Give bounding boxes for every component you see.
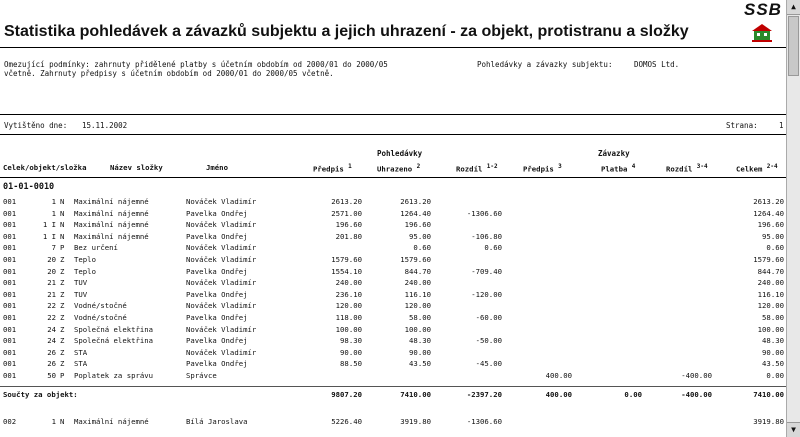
subject-label: Pohledávky a závazky subjektu:	[477, 60, 613, 69]
cell-nazev: TUV	[74, 289, 88, 299]
cell-nazev: Vodné/stočné	[74, 301, 127, 311]
limits-line-2: včetně. Zahrnuty předpisy s účetním obdobím od 2000/01 do 2000/05 včetně.	[4, 69, 334, 78]
cell-celek: 001	[3, 313, 17, 322]
table-row	[0, 255, 787, 266]
cell-celek: 001	[3, 255, 17, 264]
header-predpis3: Předpis $^3$	[523, 163, 562, 174]
cell-uhrazeno: 844.70	[404, 266, 431, 276]
cell-rozdil12: 0.60	[484, 243, 502, 253]
cell-predpis3: 400.00	[545, 371, 572, 380]
cell-jmeno: Nováček Vladimír	[186, 278, 257, 288]
cell-jmeno: Pavelka Ondřej	[186, 313, 248, 322]
cell-celek: 001	[3, 359, 17, 369]
cell-nazev: Teplo	[74, 266, 96, 276]
cell-predpis1: 201.80	[335, 231, 362, 241]
table-row	[0, 313, 787, 324]
cell-nazev: STA	[74, 347, 88, 357]
ssb-logo: SSB	[744, 0, 782, 19]
cell-nazev: Vodné/stočné	[74, 313, 127, 322]
header-rozdil12: Rozdíl $^{1-2}$	[456, 163, 498, 174]
cell-celek: 001	[3, 220, 17, 230]
cell-celkem: 240.00	[757, 278, 784, 288]
header-predpis1: Předpis $^1$	[313, 163, 352, 174]
cell-type: N	[60, 231, 65, 241]
total-rozdil12: -2397.20	[466, 390, 502, 399]
page-label: Strana:	[726, 121, 758, 130]
scroll-down-arrow-icon[interactable]: ▼	[787, 422, 800, 437]
cell-objekt: 26	[47, 347, 56, 357]
cell-rozdil12: -50.00	[475, 336, 502, 346]
cell-jmeno: Pavelka Ondřej	[186, 336, 248, 346]
cell-type: Z	[60, 313, 65, 322]
cell-celkem: 1264.40	[753, 208, 784, 218]
cell-celkem: 48.30	[762, 336, 784, 346]
cell-jmeno: Pavelka Ondřej	[186, 266, 248, 276]
cell-celkem: 844.70	[757, 266, 784, 276]
cell-uhrazeno: 43.50	[409, 359, 431, 369]
table-row	[0, 232, 787, 243]
header-uhrazeno: Uhrazeno $^2$	[377, 163, 421, 174]
cell-objekt: 1 I	[42, 231, 56, 241]
limits-line-1: Omezující podmínky: zahrnuty přidělené platby s účetním obdobím od 2000/01 do 2000/05	[4, 60, 388, 69]
cell-rozdil12: -120.00	[471, 289, 502, 299]
cell-celek: 001	[3, 347, 17, 357]
table-row	[0, 325, 787, 336]
cell-jmeno: Pavelka Ondřej	[186, 208, 248, 218]
table-row	[0, 290, 787, 301]
cell-type: Z	[60, 336, 65, 346]
cell-objekt: 24	[47, 324, 56, 334]
cell-objekt: 21	[47, 289, 56, 299]
table-row	[0, 359, 787, 370]
cell-uhrazeno: 3919.80	[400, 417, 431, 426]
cell-uhrazeno: 95.00	[409, 231, 431, 241]
cell-predpis1: 2613.20	[331, 197, 362, 206]
cell-type: Z	[60, 289, 65, 299]
cell-objekt: 1	[51, 417, 56, 426]
cell-objekt: 7	[51, 243, 56, 253]
cell-objekt: 1 I	[42, 220, 56, 230]
cell-type: Z	[60, 255, 65, 264]
total-rozdil34: -400.00	[681, 390, 712, 399]
table-row	[0, 371, 787, 382]
cell-uhrazeno: 0.60	[413, 243, 431, 253]
cell-type: P	[60, 371, 65, 380]
table-row	[0, 278, 787, 289]
cell-predpis1: 236.10	[335, 289, 362, 299]
cell-jmeno: Nováček Vladimír	[186, 324, 257, 334]
cell-type: Z	[60, 324, 65, 334]
cell-predpis1: 1579.60	[331, 255, 362, 264]
cell-celek: 001	[3, 278, 17, 288]
cell-celkem: 43.50	[762, 359, 784, 369]
report-title: Statistika pohledávek a závazků subjektu a jejich uhrazení - za objekt, protistranu a složky	[4, 23, 689, 40]
totals-row	[0, 390, 787, 401]
cell-jmeno: Pavelka Ondřej	[186, 359, 248, 369]
cell-nazev: TUV	[74, 278, 88, 288]
cell-celek: 001	[3, 301, 17, 311]
cell-predpis1: 240.00	[335, 278, 362, 288]
cell-objekt: 50	[47, 371, 56, 380]
group-pohledavky: Pohledávky	[377, 149, 423, 158]
cell-type: N	[60, 220, 65, 230]
cell-jmeno: Nováček Vladimír	[186, 255, 257, 264]
cell-nazev: STA	[74, 359, 88, 369]
cell-celkem: 3919.80	[753, 417, 784, 426]
cell-predpis1: 120.00	[335, 301, 362, 311]
cell-celek: 001	[3, 243, 17, 253]
total-platba: 0.00	[624, 390, 642, 399]
cell-rozdil12: -45.00	[475, 359, 502, 369]
cell-celek: 001	[3, 197, 17, 206]
cell-predpis1: 1554.10	[331, 266, 362, 276]
cell-celkem: 100.00	[757, 324, 784, 334]
cell-uhrazeno: 58.00	[409, 313, 431, 322]
cell-uhrazeno: 196.60	[404, 220, 431, 230]
cell-type: Z	[60, 278, 65, 288]
cell-objekt: 20	[47, 255, 56, 264]
cell-jmeno: Správce	[186, 371, 217, 380]
cell-uhrazeno: 1264.40	[400, 208, 431, 218]
divider	[0, 177, 787, 178]
header-person: Jméno	[206, 163, 228, 172]
scroll-up-arrow-icon[interactable]: ▲	[787, 0, 800, 15]
cell-nazev: Společná elektřina	[74, 336, 154, 346]
cell-celek: 001	[3, 324, 17, 334]
cell-type: N	[60, 197, 65, 206]
table-row	[0, 220, 787, 231]
divider	[0, 386, 787, 387]
cell-predpis1: 196.60	[335, 220, 362, 230]
total-uhrazeno: 7410.00	[400, 390, 431, 399]
cell-uhrazeno: 100.00	[404, 324, 431, 334]
header-id: Celek/objekt/složka	[3, 163, 87, 172]
cell-jmeno: Bílá Jaroslava	[186, 417, 248, 426]
cell-type: P	[60, 243, 65, 253]
cell-rozdil12: -709.40	[471, 266, 502, 276]
cell-celkem: 196.60	[757, 220, 784, 230]
cell-objekt: 22	[47, 313, 56, 322]
cell-celek: 001	[3, 289, 17, 299]
object-code: 01-01-0010	[3, 182, 55, 192]
header-name: Název složky	[110, 163, 163, 172]
cell-celkem: 0.60	[766, 243, 784, 253]
cell-predpis1: 100.00	[335, 324, 362, 334]
scroll-thumb[interactable]	[788, 16, 799, 76]
cell-predpis1: 5226.40	[331, 417, 362, 426]
cell-objekt: 21	[47, 278, 56, 288]
cell-type: N	[60, 417, 65, 426]
header-platba: Platba $^4$	[601, 163, 636, 174]
cell-objekt: 1	[51, 208, 56, 218]
cell-nazev: Teplo	[74, 255, 96, 264]
cell-type: Z	[60, 347, 65, 357]
cell-objekt: 24	[47, 336, 56, 346]
cell-nazev: Maximální nájemné	[74, 220, 149, 230]
total-predpis3: 400.00	[545, 390, 572, 399]
table-row	[0, 417, 787, 428]
table-row	[0, 267, 787, 278]
totals-label: Součty za objekt:	[3, 390, 78, 399]
cell-nazev: Společná elektřina	[74, 324, 154, 334]
cell-celkem: 120.00	[757, 301, 784, 311]
cell-nazev: Maximální nájemné	[74, 208, 149, 218]
cell-uhrazeno: 240.00	[404, 278, 431, 288]
cell-celek: 001	[3, 266, 17, 276]
cell-predpis1: 118.00	[335, 313, 362, 322]
cell-nazev: Poplatek za správu	[74, 371, 154, 380]
cell-jmeno: Nováček Vladimír	[186, 301, 257, 311]
cell-rozdil12: -1306.60	[466, 417, 502, 426]
cell-celek: 001	[3, 371, 17, 380]
cell-celkem: 2613.20	[753, 197, 784, 206]
group-zavazky: Závazky	[598, 149, 630, 158]
column-headers	[0, 163, 787, 174]
cell-celkem: 58.00	[762, 313, 784, 322]
cell-jmeno: Nováček Vladimír	[186, 197, 257, 206]
cell-celek: 001	[3, 231, 17, 241]
cell-type: Z	[60, 266, 65, 276]
cell-celek: 001	[3, 336, 17, 346]
cell-celkem: 116.10	[757, 289, 784, 299]
cell-nazev: Maximální nájemné	[74, 197, 149, 206]
table-row	[0, 348, 787, 359]
table-row	[0, 243, 787, 254]
cell-jmeno: Nováček Vladimír	[186, 243, 257, 253]
cell-objekt: 20	[47, 266, 56, 276]
cell-celkem: 0.00	[766, 371, 784, 380]
page-number: 1	[779, 121, 784, 130]
cell-rozdil12: -106.80	[471, 231, 502, 241]
cell-celek: 002	[3, 417, 17, 426]
cell-rozdil12: -60.00	[475, 313, 502, 322]
cell-rozdil34: -400.00	[681, 371, 712, 380]
cell-predpis1: 98.30	[340, 336, 362, 346]
divider	[0, 47, 787, 48]
total-predpis1: 9807.20	[331, 390, 362, 399]
table-row	[0, 209, 787, 220]
cell-celkem: 1579.60	[753, 255, 784, 264]
cell-predpis1: 90.00	[340, 347, 362, 357]
cell-type: Z	[60, 301, 65, 311]
cell-nazev: Bez určení	[74, 243, 118, 253]
cell-jmeno: Pavelka Ondřej	[186, 231, 248, 241]
cell-objekt: 22	[47, 301, 56, 311]
cell-objekt: 26	[47, 359, 56, 369]
cell-uhrazeno: 1579.60	[400, 255, 431, 264]
total-celkem: 7410.00	[753, 390, 784, 399]
header-celkem: Celkem $^{2-4}$	[736, 163, 778, 174]
printed-date: 15.11.2002	[82, 121, 128, 130]
cell-type: N	[60, 208, 65, 218]
cell-uhrazeno: 48.30	[409, 336, 431, 346]
cell-jmeno: Nováček Vladimír	[186, 220, 257, 230]
cell-celkem: 95.00	[762, 231, 784, 241]
divider	[0, 134, 787, 135]
table-row	[0, 336, 787, 347]
cell-nazev: Maximální nájemné	[74, 231, 149, 241]
table-row	[0, 197, 787, 208]
cell-predpis1: 2571.00	[331, 208, 362, 218]
divider	[0, 114, 787, 115]
cell-nazev: Maximální nájemné	[74, 417, 149, 426]
header-rozdil34: Rozdíl $^{3-4}$	[666, 163, 708, 174]
cell-uhrazeno: 90.00	[409, 347, 431, 357]
cell-predpis1: 88.50	[340, 359, 362, 369]
cell-celek: 001	[3, 208, 17, 218]
printed-label: Vytištěno dne:	[4, 121, 68, 130]
cell-uhrazeno: 120.00	[404, 301, 431, 311]
subject-value: DOMOS Ltd.	[634, 60, 680, 69]
cell-uhrazeno: 2613.20	[400, 197, 431, 206]
cell-objekt: 1	[51, 197, 56, 206]
house-icon	[750, 22, 774, 42]
cell-jmeno: Pavelka Ondřej	[186, 289, 248, 299]
cell-rozdil12: -1306.60	[466, 208, 502, 218]
cell-celkem: 90.00	[762, 347, 784, 357]
table-row	[0, 301, 787, 312]
cell-jmeno: Nováček Vladimír	[186, 347, 257, 357]
cell-uhrazeno: 116.10	[404, 289, 431, 299]
cell-type: Z	[60, 359, 65, 369]
vertical-scrollbar[interactable]	[786, 0, 800, 437]
